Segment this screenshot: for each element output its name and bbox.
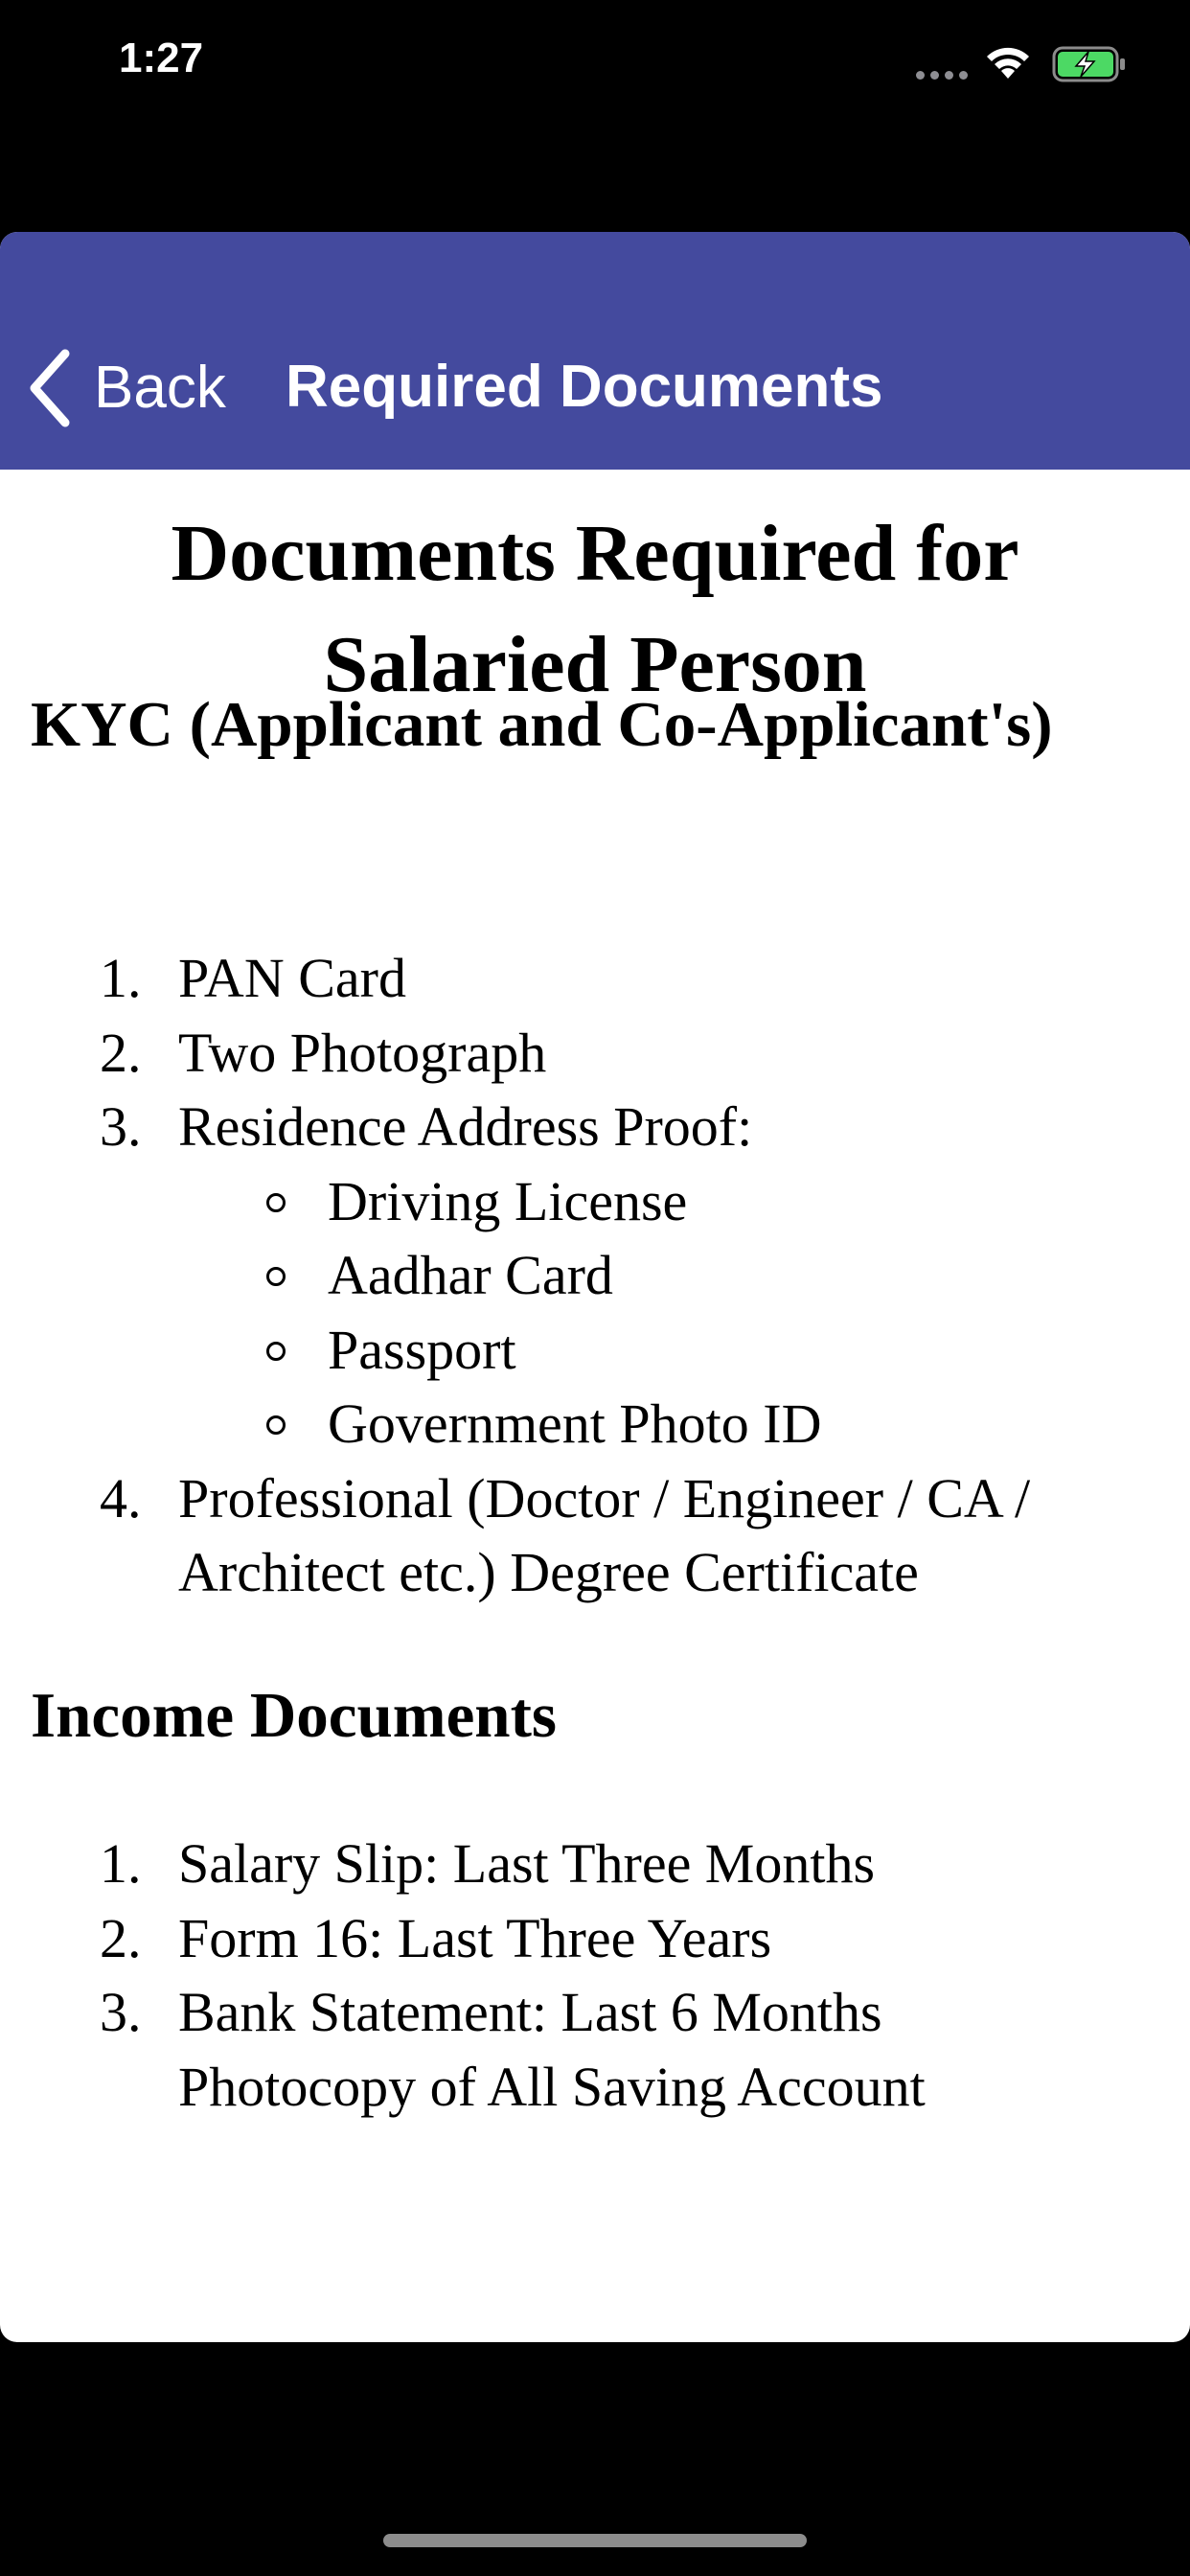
home-indicator[interactable] xyxy=(383,2534,807,2547)
list-item xyxy=(0,941,1190,1016)
list-number: 4. xyxy=(100,1466,142,1530)
sub-list-item xyxy=(178,1238,1190,1313)
list-item-text: Professional (Doctor / Engineer / CA / Architect etc.) Degree Certificate xyxy=(178,1466,1031,1603)
signal-dots-icon xyxy=(916,71,970,80)
back-button[interactable] xyxy=(27,345,226,431)
list-item xyxy=(0,1901,1190,1976)
kyc-list xyxy=(0,941,1190,1610)
list-number: 2. xyxy=(100,1906,142,1969)
sub-list-item xyxy=(178,1387,1190,1461)
list-number: 2. xyxy=(100,1021,142,1084)
list-item xyxy=(0,1016,1190,1091)
address-proof-list xyxy=(178,1164,1190,1461)
list-item xyxy=(0,1975,1190,2124)
list-item-text: PAN Card xyxy=(178,947,406,1009)
battery-charging-icon xyxy=(1052,46,1127,82)
circle-bullet-icon xyxy=(266,1193,286,1212)
circle-bullet-icon xyxy=(266,1267,286,1286)
list-item-text: Two Photograph xyxy=(178,1021,547,1084)
sub-list-item-text: Driving License xyxy=(328,1169,688,1232)
page-title-line-2: Salaried Person xyxy=(323,620,867,709)
list-number: 1. xyxy=(100,947,142,1009)
list-item-text: Salary Slip: Last Three Months xyxy=(178,1832,876,1895)
sub-list-item-text: Government Photo ID xyxy=(328,1392,822,1455)
circle-bullet-icon xyxy=(266,1342,286,1361)
status-bar xyxy=(0,0,1190,134)
sub-list-item xyxy=(178,1313,1190,1388)
list-item xyxy=(0,1090,1190,1461)
income-heading: Income Documents xyxy=(31,1680,557,1751)
list-item-text: Form 16: Last Three Years xyxy=(178,1906,772,1969)
list-item xyxy=(0,1461,1190,1610)
wifi-icon xyxy=(983,42,1033,82)
sub-list-item-text: Aadhar Card xyxy=(328,1244,613,1306)
list-number: 3. xyxy=(100,1095,142,1158)
navigation-bar xyxy=(0,232,1190,470)
list-item-text: Residence Address Proof: xyxy=(178,1095,753,1158)
list-item xyxy=(0,1827,1190,1901)
income-list xyxy=(0,1827,1190,2124)
list-item-text: Bank Statement: Last 6 Months Photocopy of All Saving Account xyxy=(178,1981,926,2118)
nav-title: Required Documents xyxy=(286,354,883,420)
sub-list-item xyxy=(178,1164,1190,1239)
list-number: 3. xyxy=(100,1981,142,2043)
status-time: 1:27 xyxy=(119,34,204,81)
circle-bullet-icon xyxy=(266,1415,286,1435)
chevron-left-icon xyxy=(27,348,73,428)
document-card xyxy=(0,232,1190,2342)
list-number: 1. xyxy=(100,1832,142,1895)
kyc-heading: KYC (Applicant and Co-Applicant's) xyxy=(31,689,1053,760)
page-title-line-1: Documents Required for xyxy=(171,509,1019,598)
back-label: Back xyxy=(94,355,226,421)
sub-list-item-text: Passport xyxy=(328,1318,516,1381)
